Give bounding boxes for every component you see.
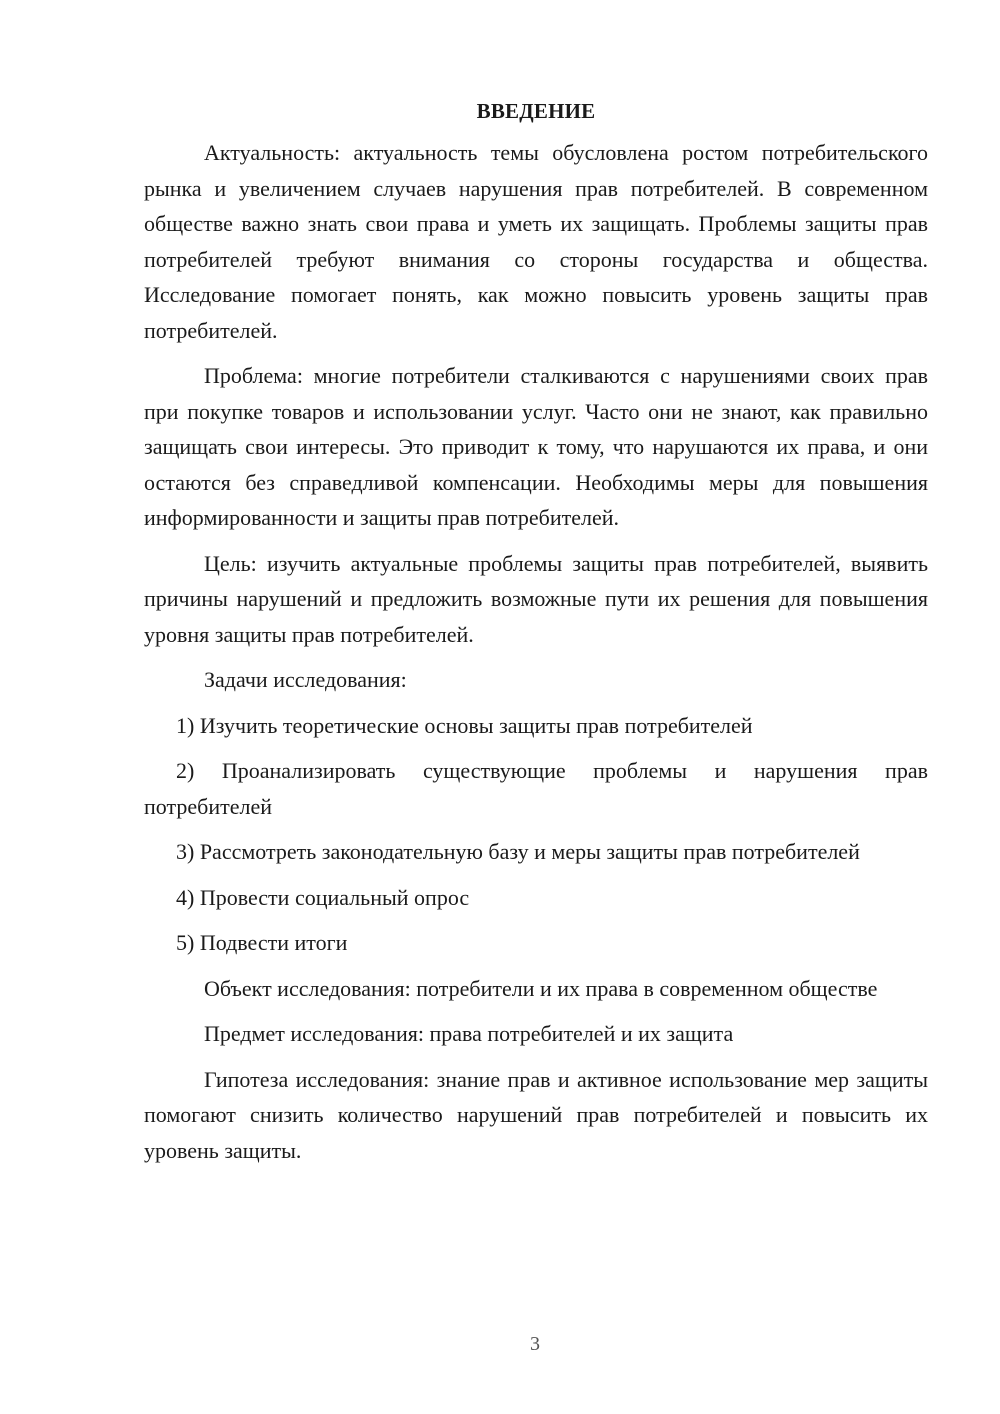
paragraph-tasks-heading: Задачи исследования: [204, 667, 407, 692]
paragraph-subject: Предмет исследования: права потребителей и их защита [204, 1021, 734, 1046]
task-item: 3) Рассмотреть законодательную базу и меры защиты прав потребителей [176, 839, 860, 864]
task-item: 4) Провести социальный опрос [176, 884, 470, 910]
paragraph-relevance: Актуальность: актуальность темы обусловлена ростом потребительского рынка и увеличением случаев нарушения прав потребителей. В современном обществе важно знать свои права и уметь их защищать. Проблемы защиты прав потребителей требуют внимания со стороны государства и общества. Исследование помогает понять, как можно повысить уровень защиты прав потребителей. [144, 140, 928, 343]
page-content [144, 97, 928, 1178]
paragraph-hypothesis: Гипотеза исследования: знание прав и активное использование мер защиты помогают снизить количество нарушений прав потребителей и повысить их уровень защиты. [144, 1066, 928, 1163]
paragraph-problem: Проблема: многие потребители сталкиваются с нарушениями своих прав при покупке товаров и использовании услуг. Часто они не знают, как правильно защищать свои интересы. Это приводит к тому, что нарушаются их права, и они остаются без справедливой компенсации. Необходимы меры для повышения информированности и защиты прав потребителей. [144, 363, 928, 530]
task-item: 1) Изучить теоретические основы защиты прав потребителей [176, 712, 753, 738]
paragraph-goal: Цель: изучить актуальные проблемы защиты прав потребителей, выявить причины нарушений и предложить возможные пути их решения для повышения уровня защиты прав потребителей. [144, 550, 928, 647]
page-number: 3 [530, 1333, 540, 1355]
task-item: 2) Проанализировать существующие проблемы и нарушения прав потребителей [144, 758, 928, 819]
section-title: ВВЕДЕНИЕ [476, 99, 596, 123]
task-item: 5) Подвести итоги [176, 930, 348, 955]
paragraph-object: Объект исследования: потребители и их права в современном обществе [204, 975, 878, 1001]
